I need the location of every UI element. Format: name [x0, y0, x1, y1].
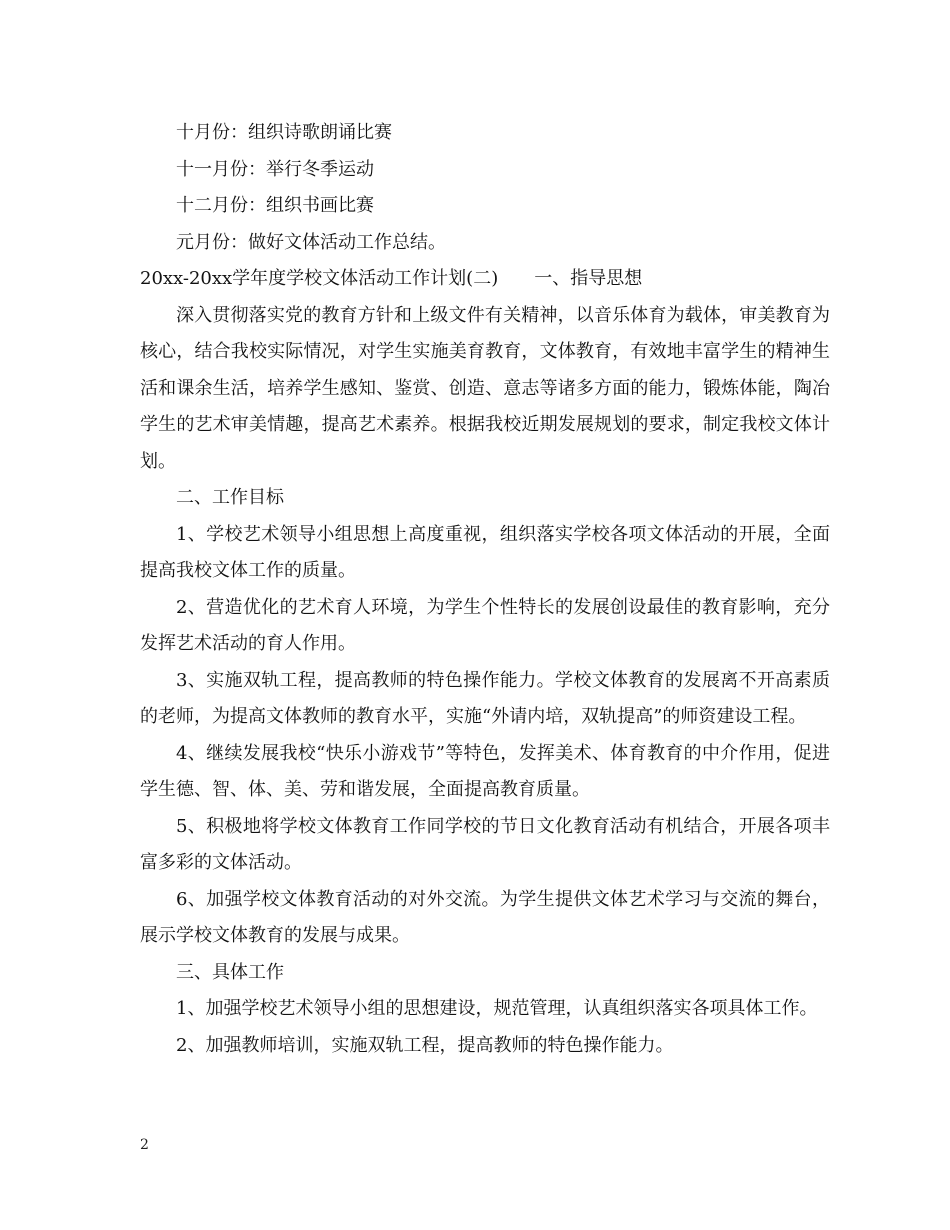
work-item-1: 1、加强学校艺术领导小组的思想建设，规范管理，认真组织落实各项具体工作。 [176, 998, 818, 1019]
section-heading-goals: 二、工作目标 [176, 487, 284, 508]
goal-item-1: 1、学校艺术领导小组思想上高度重视，组织落实学校各项文体活动的开展，全面提高我校文体工作的质量。 [140, 523, 830, 581]
section-heading-specific-work: 三、具体工作 [176, 961, 284, 983]
document-body [140, 115, 830, 1064]
paragraph-october: 十月份：组织诗歌朗诵比赛 [176, 122, 392, 143]
goal-item-3: 3、实施双轨工程，提高教师的特色操作能力。学校文体教育的发展离不开高素质的老师，为提高文体教师的教育水平，实施“外请内培，双轨提高”的师资建设工程。 [140, 669, 830, 727]
goal-item-5: 5、积极地将学校文体教育工作同学校的节日文化教育活动有机结合，开展各项丰富多彩的文体活动。 [140, 815, 830, 873]
paragraph-december: 十二月份：组织书画比赛 [176, 195, 374, 216]
paragraph-november: 十一月份：举行冬季运动 [176, 158, 374, 180]
plan-title: 20xx-20xx学年度学校文体活动工作计划(二) 一、指导思想 [140, 268, 643, 289]
work-item-2: 2、加强教师培训，实施双轨工程，提高教师的特色操作能力。 [176, 1034, 674, 1056]
page-number: 2 [140, 1137, 149, 1153]
paragraph-january: 元月份：做好文体活动工作总结。 [176, 231, 446, 253]
goal-item-2: 2、营造优化的艺术育人环境，为学生个性特长的发展创设最佳的教育影响，充分发挥艺术活动的育人作用。 [140, 596, 830, 654]
goal-item-4: 4、继续发展我校“快乐小游戏节”等特色，发挥美术、体育教育的中介作用，促进学生德、智、体、美、劳和谐发展，全面提高教育质量。 [140, 742, 830, 800]
paragraph-guiding-ideology: 深入贯彻落实党的教育方针和上级文件有关精神，以音乐体育为载体，审美教育为核心，结合我校实际情况，对学生实施美育教育，文体教育，有效地丰富学生的精神生活和课余生活，培养学生感知、鉴赏、创造、意志等诸多方面的能力，锻炼体能，陶冶学生的艺术审美情趣，提高艺术素养。根据我校近期发展规划的要求，制定我校文体计划。 [140, 304, 830, 472]
goal-item-6: 6、加强学校文体教育活动的对外交流。为学生提供文体艺术学习与交流的舞台，展示学校文体教育的发展与成果。 [140, 888, 830, 946]
